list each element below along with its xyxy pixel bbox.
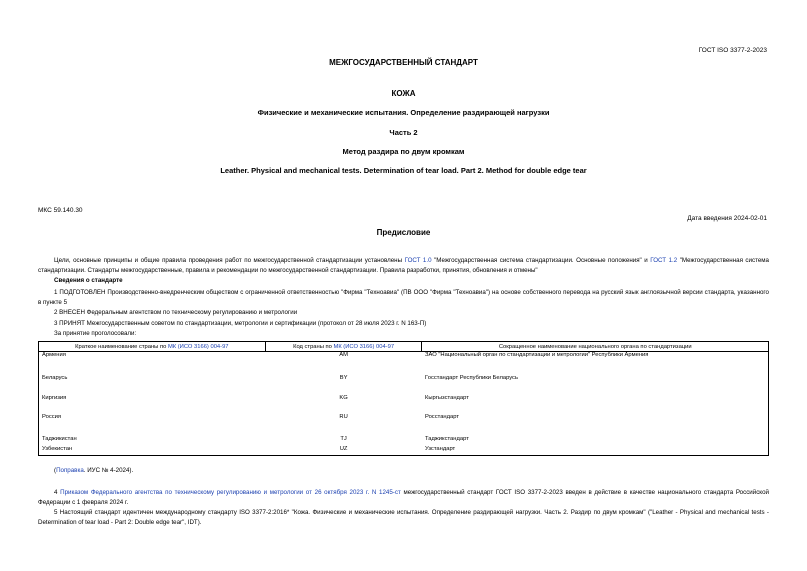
info-heading: Сведения о стандарте [54,277,123,284]
info-item-5: 5 Настоящий стандарт идентичен международному стандарту ISO 3377-2:2016* "Кожа. Физические и механические испытания. Определение раздирающей нагрузки. Часть 2. Раздир по двум кромкам" ("Leather - Physical and mechanical tests - Determination of tear load - Part 2: Double edge tear", IDT). [38,509,769,526]
item-number: 4 [54,489,61,496]
part-heading: Часть 2 [389,128,418,137]
body-cell: Узстандарт [422,446,769,456]
english-title: Leather. Physical and mechanical tests. Determination of tear load. Part 2. Method for double edge tear [220,166,587,175]
intro-date: Дата введения 2024-02-01 [687,215,767,222]
standard-type-heading: МЕЖГОСУДАРСТВЕННЫЙ СТАНДАРТ [329,58,478,67]
country-cell: Беларусь [39,375,266,395]
item-text: межгосударственный стандарт ГОСТ ISO 3377-2-2023 введен в действие в качестве национального стандарта Российской Федерации с 1 февраля 2024 г. [38,489,769,506]
country-cell: Армения [39,352,266,375]
method-heading: Метод раздира по двум кромкам [342,147,465,156]
preface-text: "Межгосударственная система стандартизации. Основные положения" и [431,257,651,264]
gost-1-0-link[interactable]: ГОСТ 1.0 [404,257,432,264]
states-table [38,341,769,456]
column-header-code [265,342,422,352]
code-cell: BY [339,374,348,381]
table-row [39,395,769,414]
preface-text: Цели, основные принципы и общие правила проведения работ по межгосударственной стандартизации установлены [54,257,405,264]
info-item-1: 1 ПОДГОТОВЛЕН Производственно-внедренческим обществом с ограниченной ответственностью "Фирма "Техноавиа" (ПВ ООО "Фирма "Техноавиа") на основе собственного перевода на русский язык англоязычной версии стандарта, указанного в пункте 5 [38,289,769,306]
country-cell: Узбекистан [39,446,266,456]
preface-paragraph-1 [38,256,769,275]
voted-label: За принятие проголосовали: [54,330,137,337]
subject-heading: КОЖА [391,89,416,98]
amendment-text: ( [54,467,57,474]
column-header-text: Краткое наименование страны по [75,343,168,350]
preface-heading: Предисловие [376,228,431,237]
body-cell: Кыргызстандарт [422,395,769,414]
mk-iso-3166-link[interactable]: МК (ИСО 3166) 004-97 [167,343,229,350]
table-row [39,446,769,456]
country-cell: Киргизия [39,395,266,414]
amendment-link[interactable]: Поправка [56,467,84,474]
preface-text: "Межгосударственная система стандартизации. Стандарты межгосударственные, правила и рекомендации по межгосударственной стандартизации. Правила разработки, принятия, обновления и отмены" [38,257,769,274]
body-cell: Росстандарт [422,414,769,436]
column-header-body: Сокращенное наименование национального органа по стандартизации [422,342,769,352]
info-item-4 [38,488,769,507]
amendment-note [54,467,133,474]
info-item-2: 2 ВНЕСЕН Федеральным агентством по техническому регулированию и метрологии [54,309,298,316]
code-cell: UZ [265,446,422,456]
code-cell: TJ [340,435,347,442]
table-row [39,375,769,395]
country-cell: Россия [39,414,266,436]
column-header-text: Код страны по [293,343,334,350]
mk-iso-3166-link[interactable]: МК (ИСО 3166) 004-97 [333,343,395,350]
info-item-3: 3 ПРИНЯТ Межгосударственным советом по стандартизации, метрологии и сертификации (протокол от 28 июля 2023 г. N 163-П) [54,320,427,327]
code-cell: AM [339,352,348,358]
mks-code: МКС 59.140.30 [38,207,83,214]
body-cell: ЗАО "Национальный орган по стандартизации и метрологии" Республики Армения [422,352,769,375]
column-header-country [39,342,266,352]
code-cell: KG [339,394,348,401]
code-cell: RU [339,413,348,420]
body-cell: Таджикстандарт [422,436,769,446]
country-cell: Таджикистан [39,436,266,446]
amendment-text: . ИУС № 4-2024). [83,467,134,474]
table-row [39,414,769,436]
body-cell: Госстандарт Республики Беларусь [422,375,769,395]
subtitle-heading: Физические и механические испытания. Определение раздирающей нагрузки [257,108,550,117]
table-header-row [39,342,769,352]
order-link[interactable]: Приказом Федерального агентства по техническому регулированию и метрологии от 26 октября 2023 г. N 1245-ст [60,489,401,496]
table-row [39,352,769,375]
document-code: ГОСТ ISO 3377-2-2023 [698,47,767,54]
gost-1-2-link[interactable]: ГОСТ 1.2 [650,257,678,264]
table-row [39,436,769,446]
